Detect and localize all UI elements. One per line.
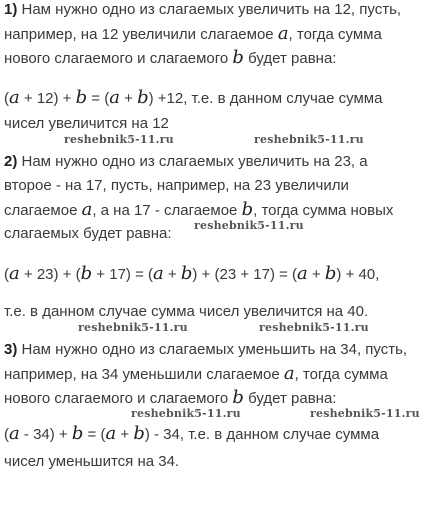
p3-text-2: например, на 34 уменьшили слагаемое [4, 366, 284, 383]
var-b: b [80, 263, 93, 284]
watermark: reshebnik5-11.ru [310, 407, 420, 420]
var-b: b [71, 423, 84, 444]
p1-f5: ) +12, т.е. в данном случае сумма [148, 90, 383, 107]
p2-text-4: слагаемых будет равна: [4, 225, 172, 242]
p1-line-3 [4, 48, 336, 69]
var-b: b [241, 199, 254, 220]
p2-line-5 [4, 302, 368, 322]
var-a: a [9, 423, 20, 444]
watermark: reshebnik5-11.ru [64, 133, 174, 146]
p2-f4: + [163, 266, 181, 283]
p1-f4: + [119, 90, 138, 107]
p2-text-3: слагаемое [4, 202, 82, 219]
p1-text-2: например, на 12 увеличили слагаемое [4, 26, 278, 43]
p3-text-3: нового слагаемого и слагаемого [4, 390, 233, 407]
var-a: a [297, 263, 308, 284]
var-b: b [232, 47, 244, 68]
p2-line-1 [4, 152, 368, 172]
p2-text-2: второе - на 17, пусть, например, на 23 увеличили [4, 177, 349, 194]
p2-f3: + 17) = ( [92, 266, 154, 283]
var-b: b [137, 87, 149, 108]
p1-line-4 [4, 114, 169, 134]
p2-text-3b: , а на 17 - слагаемое [92, 202, 242, 219]
p3-text-1: Нам нужно одно из слагаемых уменьшить на 34, пусть, [17, 341, 408, 358]
p2-f2: + 23) + ( [19, 266, 81, 283]
p2-line-2 [4, 176, 349, 196]
p2-text-1: Нам нужно одно из слагаемых увеличить на 23, а [17, 153, 368, 170]
p1-text-4: чисел увеличится на 12 [4, 115, 169, 132]
watermark: reshebnik5-11.ru [131, 407, 241, 420]
p2-number: 2) [4, 153, 18, 170]
var-b: b [75, 87, 88, 108]
var-a: a [9, 87, 20, 108]
p1-text-3: нового слагаемого и слагаемого [4, 50, 233, 67]
p3-f5: ) - 34, т.е. в данном случае сумма [144, 426, 380, 443]
p2-line-4 [4, 224, 172, 244]
p1-f2: + 12) + [19, 90, 76, 107]
p1-text-1: Нам нужно одно из слагаемых увеличить на 12, пусть, [17, 1, 402, 18]
p3-f2: - 34) + [19, 426, 72, 443]
var-a: a [105, 423, 117, 444]
var-a: a [283, 363, 295, 384]
p2-f1: ( [4, 266, 9, 283]
p2-f5: ) + (23 + 17) = ( [192, 266, 298, 283]
var-a: a [277, 23, 289, 44]
p3-f1: ( [4, 426, 9, 443]
p3-text-2b: , тогда сумма [294, 366, 388, 383]
p1-text-3b: будет равна: [243, 50, 337, 67]
p3-line-3 [4, 388, 336, 409]
var-b: b [180, 263, 193, 284]
p1-text-2b: , тогда сумма [288, 26, 382, 43]
p3-line-4 [4, 452, 179, 472]
watermark: reshebnik5-11.ru [194, 219, 304, 232]
p1-f3: = ( [87, 90, 110, 107]
p2-f7: ) + 40, [336, 266, 380, 283]
p3-f3: = ( [83, 426, 106, 443]
var-a: a [9, 263, 20, 284]
p2-text-5: т.е. в данном случае сумма чисел увеличится на 40. [4, 303, 369, 320]
watermark: reshebnik5-11.ru [78, 321, 188, 334]
p3-line-2 [4, 364, 388, 385]
p2-line-3 [4, 200, 393, 221]
p3-text-3b: будет равна: [243, 390, 337, 407]
p1-formula [4, 88, 382, 109]
p1-line-1 [4, 0, 401, 20]
p3-text-4: чисел уменьшится на 34. [4, 453, 180, 470]
var-b: b [133, 423, 145, 444]
watermark: reshebnik5-11.ru [254, 133, 364, 146]
watermark: reshebnik5-11.ru [259, 321, 369, 334]
p3-f4: + [116, 426, 134, 443]
var-b: b [324, 263, 337, 284]
p1-f1: ( [4, 90, 9, 107]
var-b: b [232, 387, 244, 408]
p2-text-3c: , тогда сумма новых [253, 202, 394, 219]
p3-line-1 [4, 340, 407, 360]
var-a: a [153, 263, 164, 284]
var-a: a [109, 87, 120, 108]
p3-formula [4, 424, 379, 445]
p2-formula [4, 264, 379, 285]
p3-number: 3) [4, 341, 18, 358]
var-a: a [81, 199, 93, 220]
p1-number: 1) [4, 1, 18, 18]
p1-line-2 [4, 24, 382, 45]
p2-f6: + [307, 266, 325, 283]
